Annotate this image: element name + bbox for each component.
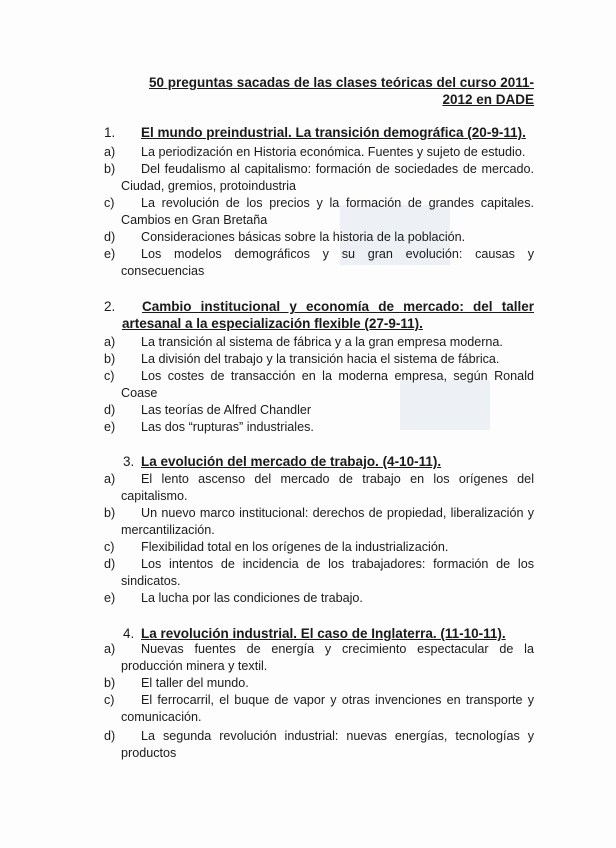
item-text: Las teorías de Alfred Chandler bbox=[141, 403, 312, 417]
item-text: Las dos “rupturas” industriales. bbox=[141, 420, 314, 434]
item-label: e) bbox=[104, 420, 116, 434]
item-label: b) bbox=[104, 352, 116, 366]
list-item bbox=[104, 419, 534, 436]
section-number: 3. bbox=[123, 454, 135, 469]
list-item bbox=[104, 246, 534, 280]
list-item bbox=[104, 641, 534, 675]
section-number: 2. bbox=[104, 299, 116, 314]
item-label: c) bbox=[104, 693, 115, 707]
item-label: d) bbox=[104, 557, 116, 571]
list-item bbox=[104, 161, 534, 195]
section-number: 4. bbox=[123, 626, 135, 641]
item-text: Consideraciones básicas sobre la historia de la población. bbox=[141, 230, 466, 244]
item-label: a) bbox=[104, 335, 116, 349]
item-text: La periodización en Historia económica. Fuentes y sujeto de estudio. bbox=[141, 145, 526, 159]
item-label: e) bbox=[104, 591, 116, 605]
list-item bbox=[104, 368, 534, 402]
document-title: 50 preguntas sacadas de las clases teóricas del curso 2011-2012 en DADE bbox=[149, 75, 534, 107]
section-heading: El mundo preindustrial. La transición demográfica (20-9-11). bbox=[141, 125, 526, 140]
item-text: Flexibilidad total en los orígenes de la industrialización. bbox=[141, 540, 449, 554]
list-item bbox=[104, 556, 534, 590]
list-item bbox=[104, 692, 534, 726]
item-label: b) bbox=[104, 506, 116, 520]
item-text: El taller del mundo. bbox=[141, 676, 249, 690]
item-text: Los modelos demográficos y su gran evolución: causas y consecuencias bbox=[121, 247, 534, 278]
item-label: b) bbox=[104, 162, 116, 176]
item-label: b) bbox=[104, 676, 116, 690]
list-item bbox=[104, 675, 534, 692]
item-text: La división del trabajo y la transición hacia el sistema de fábrica. bbox=[141, 352, 500, 366]
list-item bbox=[104, 334, 534, 351]
item-label: d) bbox=[104, 230, 116, 244]
item-label: c) bbox=[104, 369, 115, 383]
item-label: c) bbox=[104, 540, 115, 554]
item-label: d) bbox=[104, 403, 116, 417]
item-text: El lento ascenso del mercado de trabajo en los orígenes del capitalismo. bbox=[121, 472, 534, 503]
section-number: 1. bbox=[104, 125, 116, 140]
list-item bbox=[104, 229, 534, 246]
list-item bbox=[104, 195, 534, 229]
item-text: La segunda revolución industrial: nuevas energías, tecnologías y productos bbox=[121, 729, 534, 760]
section-heading: Cambio institucional y economía de mercado: del taller artesanal a la especialización flexible (27-9-11). bbox=[122, 299, 534, 331]
item-text: Los costes de transacción en la moderna empresa, según Ronald Coase bbox=[121, 369, 534, 400]
item-label: a) bbox=[104, 472, 116, 486]
item-label: c) bbox=[104, 196, 115, 210]
list-item bbox=[104, 505, 534, 539]
item-label: a) bbox=[104, 642, 116, 656]
item-text: Nuevas fuentes de energía y crecimiento espectacular de la producción minera y textil. bbox=[121, 642, 534, 673]
list-item bbox=[104, 471, 534, 505]
item-label: a) bbox=[104, 145, 116, 159]
section-heading: La revolución industrial. El caso de Inglaterra. (11-10-11). bbox=[141, 626, 506, 641]
item-text: Un nuevo marco institucional: derechos de propiedad, liberalización y mercantilización. bbox=[121, 506, 534, 537]
item-label: e) bbox=[104, 247, 116, 261]
item-text: Los intentos de incidencia de los trabajadores: formación de los sindicatos. bbox=[121, 557, 534, 588]
list-item bbox=[104, 351, 534, 368]
list-item bbox=[104, 590, 534, 607]
item-label: d) bbox=[104, 729, 116, 743]
section-heading: La evolución del mercado de trabajo. (4-10-11). bbox=[141, 454, 442, 469]
item-text: Del feudalismo al capitalismo: formación de sociedades de mercado. Ciudad, gremios, protoindustria bbox=[121, 162, 534, 193]
item-text: La revolución de los precios y la formación de grandes capitales. Cambios en Gran Bretaña bbox=[121, 196, 534, 227]
list-item bbox=[104, 144, 534, 161]
list-item bbox=[104, 728, 534, 762]
list-item bbox=[104, 539, 534, 556]
item-text: La transición al sistema de fábrica y a la gran empresa moderna. bbox=[141, 335, 503, 349]
item-text: La lucha por las condiciones de trabajo. bbox=[141, 591, 363, 605]
item-text: El ferrocarril, el buque de vapor y otras invenciones en transporte y comunicación. bbox=[121, 693, 534, 724]
list-item bbox=[104, 402, 534, 419]
